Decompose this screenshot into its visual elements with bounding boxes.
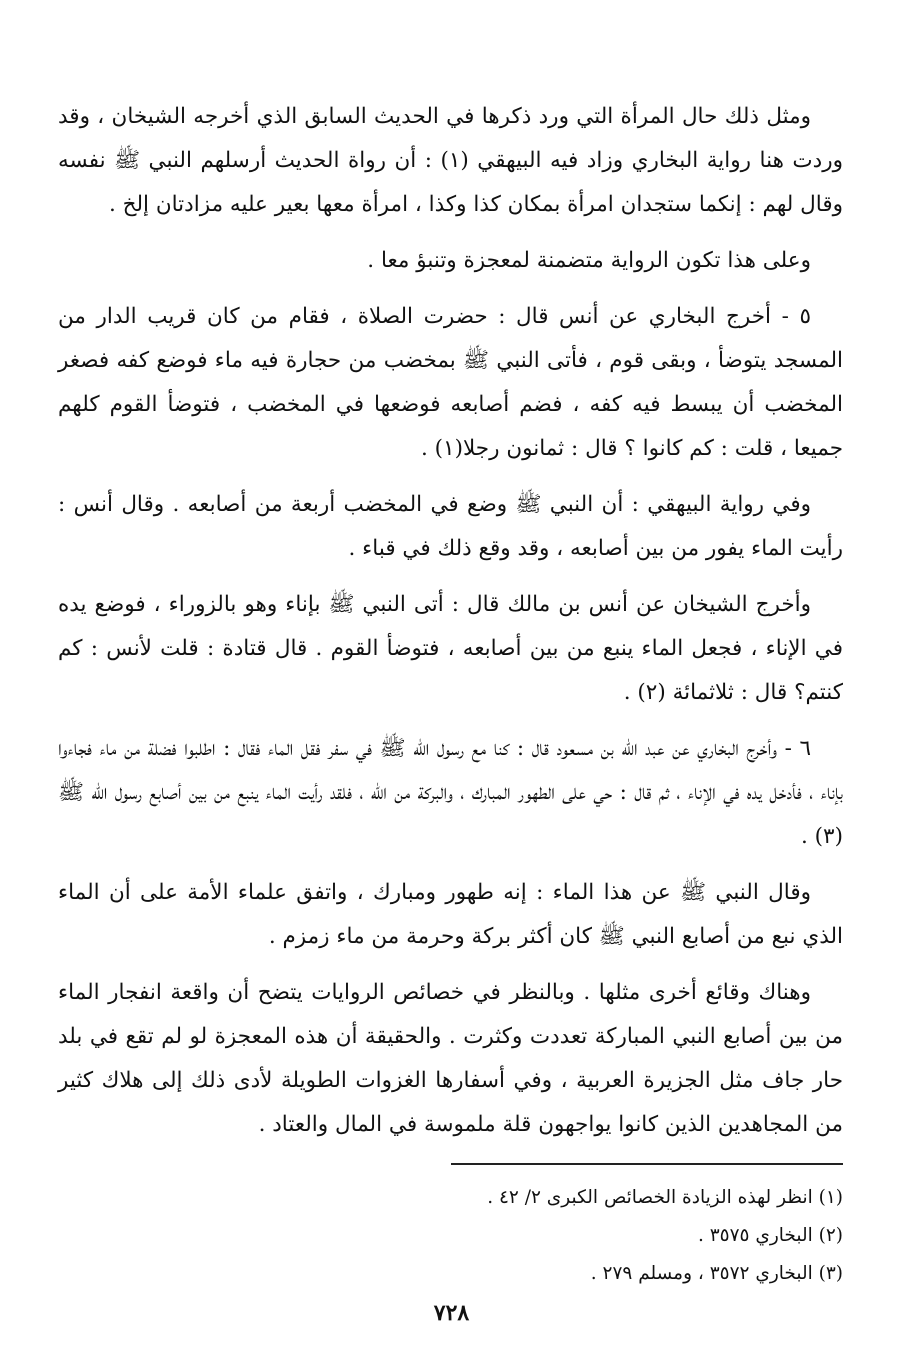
paragraph-1: ومثل ذلك حال المرأة التي ورد ذكرها في الحديث السابق الذي أخرجه الشيخان ، وقد وردت هنا رواية البخاري وزاد فيه البيهقي (١) : أن رواة الحديث أرسلهم النبي ﷺ نفسه وقال لهم : إنكما ستجدان امرأة بمكان كذا وكذا ، امرأة معها بعير عليه مزادتان إلخ .: [58, 104, 843, 217]
main-text: [58, 95, 843, 1147]
footnote-3: (٣) البخاري ٣٥٧٢ ، ومسلم ٢٧٩ .: [590, 1263, 843, 1284]
page-number: ٧٢٨: [433, 1300, 470, 1326]
paragraph-4: وفي رواية البيهقي : أن النبي ﷺ وضع في المخضب أربعة من أصابعه . وقال أنس : رأيت الماء يفور من بين أصابعه ، وقد وقع ذلك في قباء .: [58, 492, 843, 561]
paragraph-6: ٦ - وأخرج البخاري عن عبد الله بن مسعود قال : كنا مع رسول الله ﷺ في سفر فقل الماء فقال : اطلبوا فضلة من ماء فجاءوا بإناء ، فأدخل يده في الإناء ، ثم قال : حي على الطهور المبارك ، والبركة من الله ، فلقد رأيت الماء ينبع من بين أصابع رسول الله ﷺ (٣) .: [58, 736, 843, 849]
paragraph-8: وهناك وقائع أخرى مثلها . وبالنظر في خصائص الروايات يتضح أن واقعة انفجار الماء من بين أصابع النبي المباركة تعددت وكثرت . والحقيقة أن هذه المعجزة لو لم تقع في بلد حار جاف مثل الجزيرة العربية ، وفي أسفارها الغزوات الطويلة لأدى ذلك إلى هلاك كثير من المجاهدين الذين كانوا يواجهون قلة ملموسة في المال والعتاد .: [58, 980, 843, 1137]
paragraph-2: وعلى هذا تكون الرواية متضمنة لمعجزة وتنبؤ معا .: [367, 248, 811, 273]
paragraph-7: وقال النبي ﷺ عن هذا الماء : إنه طهور ومبارك ، واتفق علماء الأمة على أن الماء الذي نبع من أصابع النبي ﷺ كان أكثر بركة وحرمة من ماء زمزم .: [58, 880, 843, 949]
footnote-2: (٢) البخاري ٣٥٧٥ .: [697, 1225, 843, 1246]
footnote-1: (١) انظر لهذه الزيادة الخصائص الكبرى ٢/ ٤٢ .: [487, 1187, 843, 1208]
footnotes: [58, 1179, 843, 1293]
footnote-divider: [451, 1163, 843, 1165]
paragraph-5: وأخرج الشيخان عن أنس بن مالك قال : أتى النبي ﷺ بإناء وهو بالزوراء ، فوضع يده في الإناء ، فجعل الماء ينبع من بين أصابعه ، فتوضأ القوم . قال قتادة : قلت لأنس : كم كنتم؟ قال : ثلاثمائة (٢) .: [58, 592, 843, 705]
paragraph-3: ٥ - أخرج البخاري عن أنس قال : حضرت الصلاة ، فقام من كان قريب الدار من المسجد يتوضأ ، وبقى قوم ، فأتى النبي ﷺ بمخضب من حجارة فيه ماء فوضع كفه فصغر المخضب أن يبسط فيه كفه ، فضم أصابعه فوضعها في المخضب ، فتوضأ القوم كلهم جميعا ، قلت : كم كانوا ؟ قال : ثمانون رجلا(١) .: [58, 304, 843, 461]
